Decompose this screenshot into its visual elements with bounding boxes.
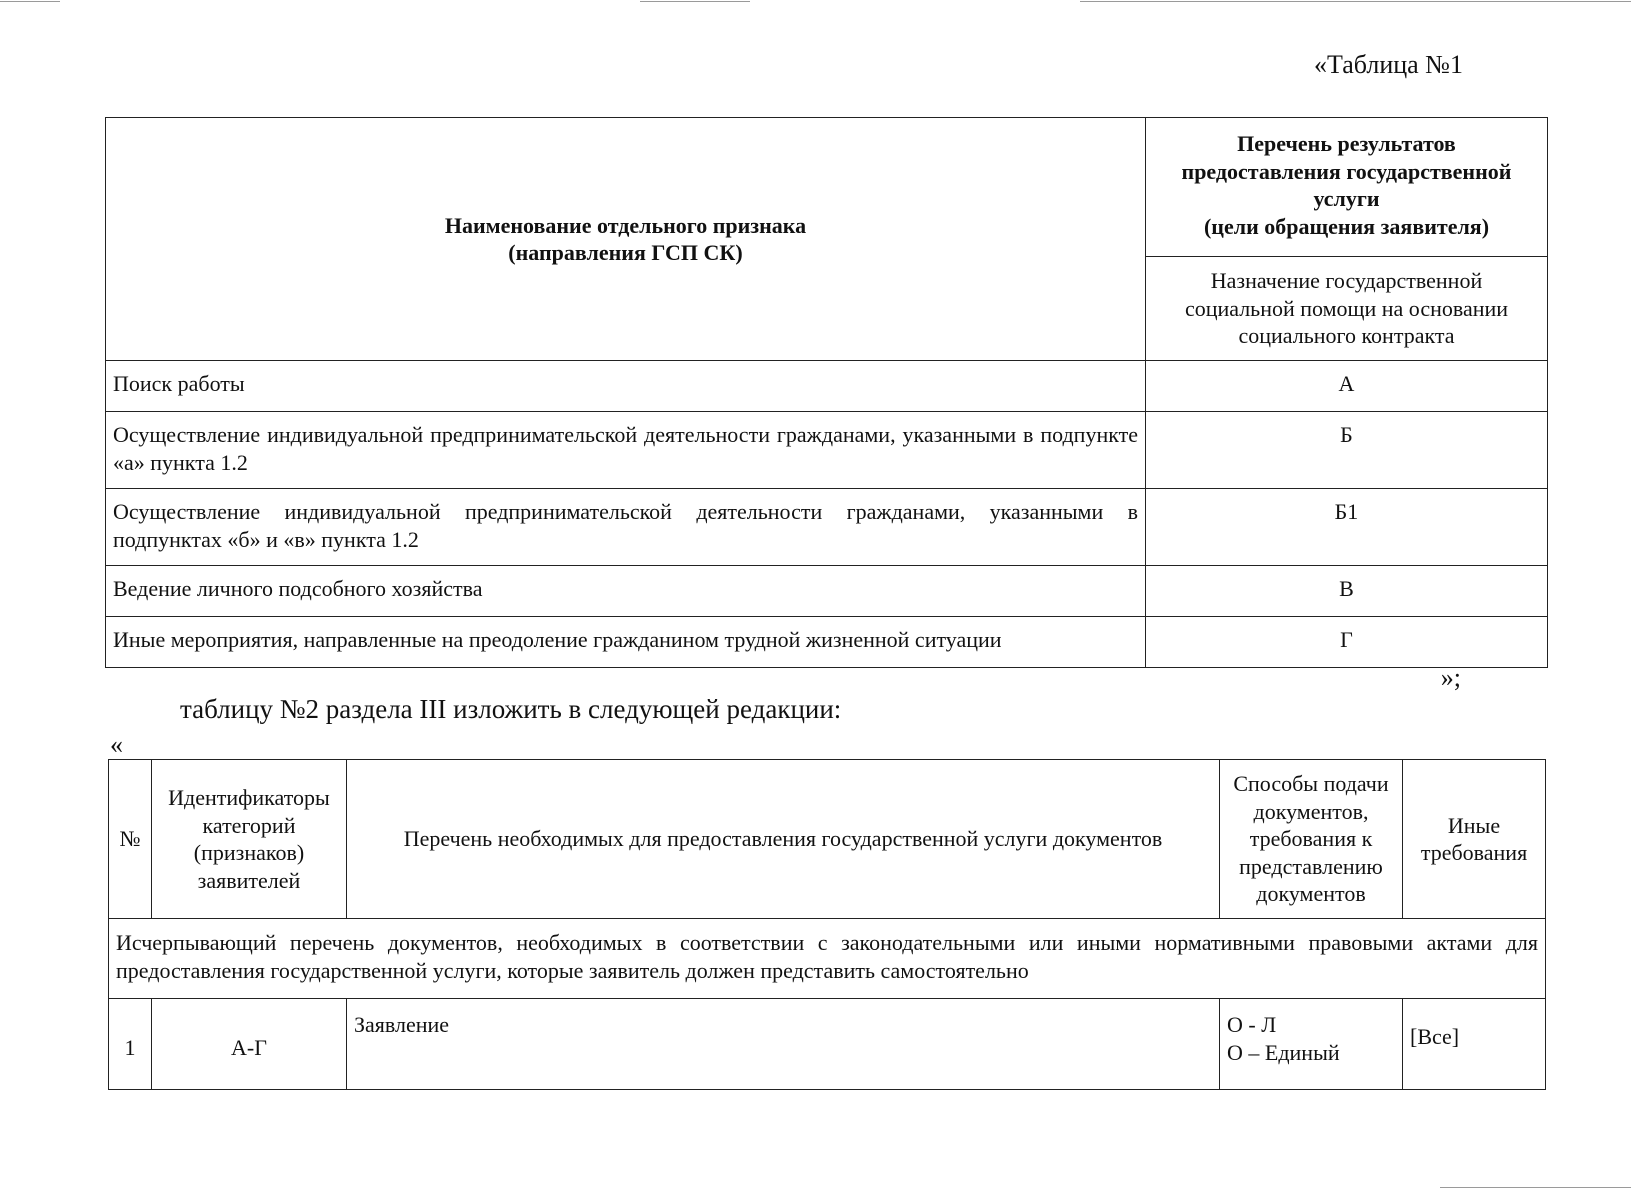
- feature-header-line: Наименование отдельного признака: [444, 212, 807, 238]
- section-row: [109, 919, 1546, 999]
- table-row: [106, 361, 1548, 412]
- scan-edge-bottom: [1440, 1187, 1631, 1188]
- other-requirements-cell: [Все]: [1403, 999, 1546, 1090]
- results-column-header: [1146, 118, 1548, 257]
- identifiers-column-header: [152, 760, 347, 919]
- table-header-row: [109, 760, 1546, 919]
- documents-table: [108, 759, 1546, 1090]
- other-header-line: Иные: [1447, 812, 1501, 838]
- submission-header-line: документов: [1256, 881, 1366, 907]
- scan-edge-left: [0, 1, 60, 2]
- documents-column-header: Перечень необходимых для предоставления государственной услуги документов: [347, 760, 1220, 919]
- other-requirements-column-header: [1403, 760, 1546, 919]
- code-cell: Б: [1146, 412, 1548, 489]
- code-cell: В: [1146, 566, 1548, 617]
- table-row: [106, 617, 1548, 668]
- identifiers-header-line: категорий: [202, 812, 296, 838]
- number-column-header: №: [109, 760, 152, 919]
- row-number-cell: 1: [109, 999, 152, 1090]
- results-header-line: услуги: [1313, 186, 1380, 211]
- purpose-subheader-line: социальной помощи на основании: [1184, 295, 1509, 321]
- feature-cell: Осуществление индивидуальной предпринимательской деятельности гражданами, указанными в подпунктах «б» и «в» пункта 1.2: [106, 489, 1146, 566]
- table-1-label: «Таблица №1: [1313, 50, 1463, 79]
- table-row: [106, 489, 1548, 566]
- code-cell: А: [1146, 361, 1548, 412]
- submission-method-line: О – Единый: [1227, 1039, 1340, 1065]
- instruction-text: таблицу №2 раздела III изложить в следующей редакции:: [180, 694, 842, 724]
- submission-method-line: О - Л: [1227, 1012, 1277, 1037]
- submission-methods-cell: [1220, 999, 1403, 1090]
- other-header-line: требования: [1420, 840, 1528, 865]
- results-header-line: предоставления государственной: [1181, 158, 1512, 184]
- code-cell: Г: [1146, 617, 1548, 668]
- scan-edge-mid: [640, 1, 750, 2]
- identifiers-header-line: заявителей: [197, 867, 301, 893]
- identifiers-cell: А-Г: [152, 999, 347, 1090]
- section-heading-cell: Исчерпывающий перечень документов, необходимых в соответствии с законодательными или иными нормативными правовыми актами для предоставления государственной услуги, которые заявитель должен представить самостоятельно: [109, 919, 1546, 999]
- table-header-row: [106, 118, 1548, 257]
- submission-header-line: документов,: [1253, 798, 1369, 824]
- results-header-line: Перечень результатов: [1237, 131, 1456, 156]
- table-row: [109, 999, 1546, 1090]
- submission-header-line: Способы подачи: [1233, 771, 1389, 797]
- feature-cell: Иные мероприятия, направленные на преодоление гражданином трудной жизненной ситуации: [106, 617, 1146, 668]
- feature-cell: Осуществление индивидуальной предпринимательской деятельности гражданами, указанными в подпункте «а» пункта 1.2: [106, 412, 1146, 489]
- identifiers-header-line: Идентификаторы: [168, 785, 330, 810]
- purpose-subheader: [1146, 257, 1548, 361]
- results-table: [105, 117, 1548, 668]
- table-row: [106, 566, 1548, 617]
- closing-quote: »;: [1440, 663, 1461, 692]
- purpose-subheader-line: Назначение государственной: [1210, 268, 1483, 294]
- opening-quote: «: [110, 730, 123, 759]
- results-header-line: (цели обращения заявителя): [1203, 213, 1490, 239]
- identifiers-header-line: (признаков): [193, 840, 305, 865]
- document-cell: Заявление: [347, 999, 1220, 1090]
- submission-header-line: представлению: [1239, 853, 1383, 879]
- feature-column-header: [106, 118, 1146, 361]
- table-row: [106, 412, 1548, 489]
- purpose-subheader-line: социального контракта: [1238, 323, 1455, 349]
- feature-header-line: (направления ГСП СК): [508, 240, 743, 265]
- submission-header-line: требования к: [1249, 826, 1373, 852]
- feature-cell: Ведение личного подсобного хозяйства: [106, 566, 1146, 617]
- code-cell: Б1: [1146, 489, 1548, 566]
- scan-edge-right: [1080, 1, 1631, 2]
- submission-methods-column-header: [1220, 760, 1403, 919]
- feature-cell: Поиск работы: [106, 361, 1146, 412]
